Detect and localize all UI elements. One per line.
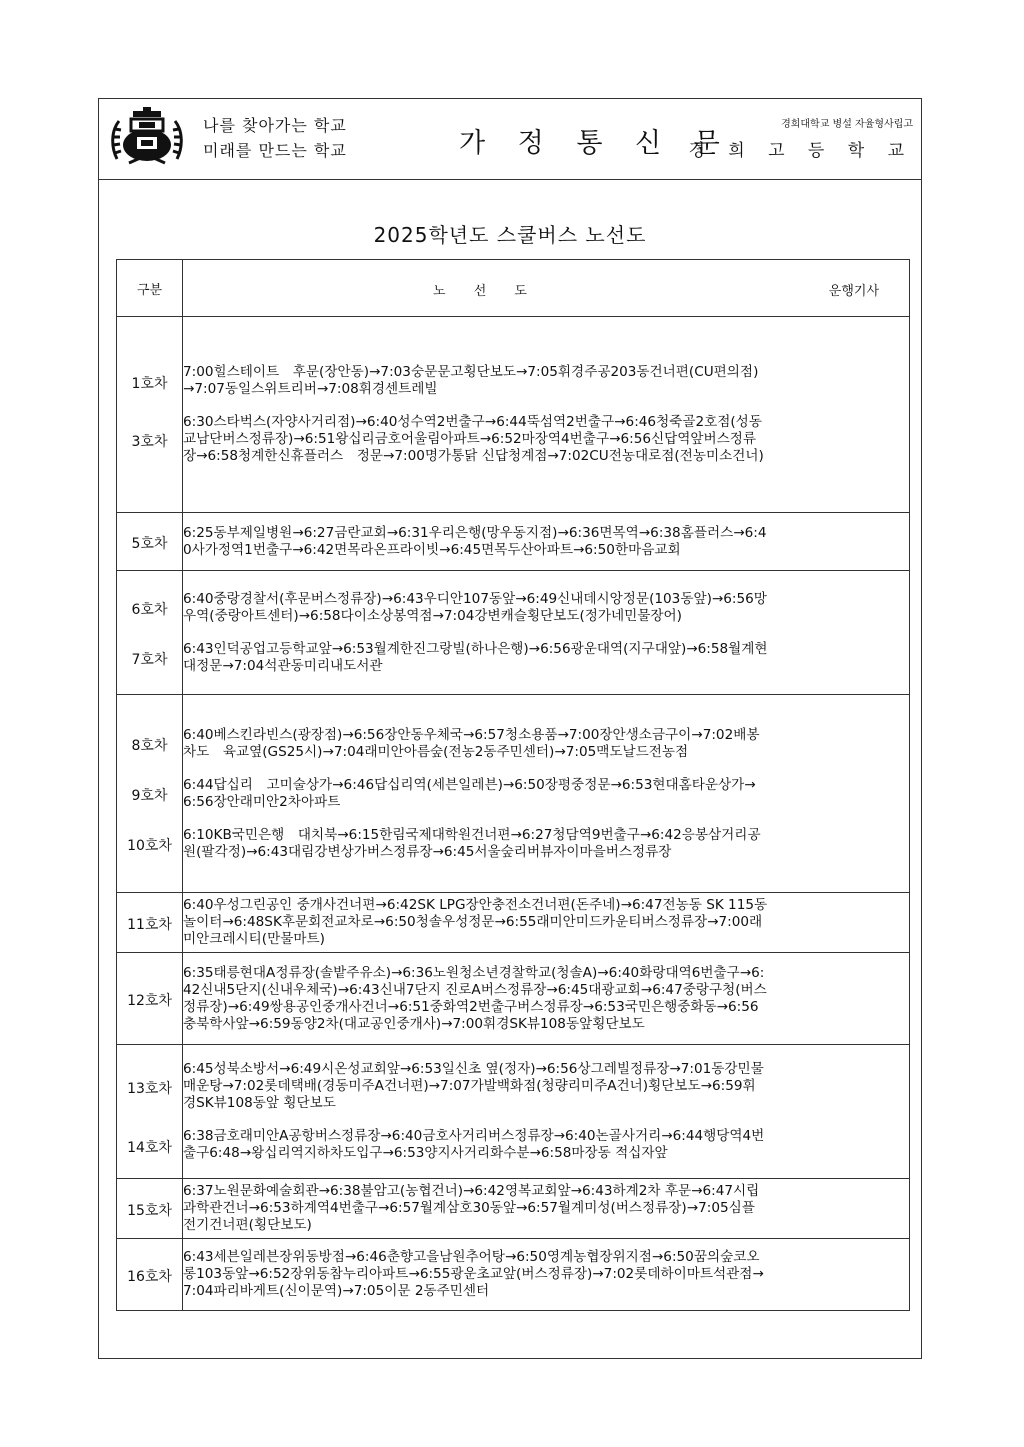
route-cell bbox=[183, 317, 910, 513]
route-segment: 6:40우성그린공인 중개사건너편→6:42SK LPG장안충전소건너편(돈주네)→6:47전농동 SK 115동 놀이터→6:48SK후문회전교차로→6:50청솔우성정문→6:55래미안미드카운티버스정류장→7:00래미안크레시티(만물마트) bbox=[183, 897, 768, 947]
bus-number-cell bbox=[117, 571, 183, 695]
bus-number: 13호차 bbox=[127, 1081, 172, 1097]
table-row bbox=[117, 953, 910, 1045]
header-route: 노 선 도 bbox=[433, 284, 539, 299]
route-text-block bbox=[183, 591, 768, 675]
route-text-block bbox=[183, 727, 768, 861]
route-cell bbox=[183, 953, 910, 1045]
route-segment: 6:37노원문화예술회관→6:38불암고(농협건너)→6:42영복교회앞→6:43하계2차 후문→6:47시립과학관건너→6:53하계역4번출구→6:57월계삼호30동앞→6:57월계미성(버스정류장)→7:05심플전기건너편(횡단보도) bbox=[183, 1183, 760, 1233]
bus-number-cell bbox=[117, 893, 183, 953]
bus-number-block bbox=[117, 1045, 182, 1178]
segment-spacer bbox=[183, 398, 768, 414]
bus-number-block bbox=[117, 513, 182, 570]
route-text-block bbox=[183, 525, 768, 559]
bus-number-cell bbox=[117, 513, 183, 571]
bus-number: 6호차 bbox=[131, 602, 168, 618]
route-cell bbox=[183, 1239, 910, 1311]
route-segment: 6:45성북소방서→6:49시온성교회앞→6:53일신초 옆(정자)→6:56상그레빌정류장→7:01동강민물매운탕→7:02롯데택배(경동미주A건너편)→7:07가발백화점(청량리미주A건너)횡단보도→6:59휘경SK뷰108동앞 횡단보도 bbox=[183, 1061, 764, 1111]
bus-number: 16호차 bbox=[127, 1269, 172, 1285]
document-frame bbox=[98, 98, 922, 1359]
route-segment: 6:40베스킨라빈스(광장점)→6:56장안동우체국→6:57청소용품→7:00장안생소금구이→7:02배봉차도 육교옆(GS25시)→7:04래미안아름숲(전농2동주민센터)→7:05맥도날드전농점 bbox=[183, 726, 760, 760]
table-row bbox=[117, 1179, 910, 1239]
bus-number: 11호차 bbox=[127, 917, 172, 933]
route-segment: 6:38금호래미안A공항버스정류장→6:40금호사거리버스정류장→6:40논골사거리→6:44행당역4번출구6:48→왕십리역지하차도입구→6:53양지사거리화수분→6:58마장동 적십자앞 bbox=[183, 1128, 765, 1161]
route-cell bbox=[183, 1179, 910, 1239]
newsletter-title: 가 정 통 신 문 bbox=[459, 128, 732, 159]
bus-number: 3호차 bbox=[131, 434, 168, 450]
route-rows bbox=[117, 317, 910, 1311]
bus-number-block bbox=[117, 317, 182, 512]
route-text-block bbox=[183, 1183, 768, 1234]
route-segment: 7:00힐스테이트 후문(장안동)→7:03숭문문고횡단보도→7:05휘경주공203동건너편(CU편의점)→7:07동일스위트리버→7:08휘경센트레빌 bbox=[183, 364, 759, 397]
bus-number: 15호차 bbox=[127, 1203, 172, 1219]
route-segment: 6:30스타벅스(자양사거리점)→6:40성수역2번출구→6:44뚝섬역2번출구→6:46청죽골2호점(성동교남단버스정류장)→6:51왕십리금호어울림아파트→6:52마장역4번출구→6:56신답역앞버스정류장→6:58청계한신휴플러스 정문→7:00명가통닭 신답청계점→7:02CU전농대로점(전농미소건너) bbox=[183, 414, 764, 464]
segment-spacer bbox=[183, 811, 768, 827]
segment-spacer bbox=[183, 1112, 768, 1128]
route-text-block bbox=[183, 965, 768, 1033]
table-row bbox=[117, 1239, 910, 1311]
table-row bbox=[117, 317, 910, 513]
route-cell bbox=[183, 571, 910, 695]
header-driver: 운행기사 bbox=[828, 284, 879, 299]
bus-number: 1호차 bbox=[131, 375, 168, 392]
bus-number: 10호차 bbox=[127, 838, 172, 854]
bus-number-cell bbox=[117, 317, 183, 513]
school-name: 경 희 고 등 학 교 bbox=[688, 141, 913, 161]
route-cell bbox=[183, 893, 910, 953]
bus-number-block bbox=[117, 953, 182, 1044]
header-route-driver bbox=[183, 260, 910, 317]
table-row bbox=[117, 695, 910, 893]
bus-number: 8호차 bbox=[131, 738, 168, 754]
school-emblem-icon bbox=[109, 107, 185, 171]
letter-header bbox=[99, 99, 921, 180]
route-segment: 6:43인덕공업고등학교앞→6:53월계한진그랑빌(하나은행)→6:56광운대역(지구대앞)→6:58월계현대정문→7:04석관동미리내도서관 bbox=[183, 640, 768, 674]
table-row bbox=[117, 1045, 910, 1179]
table-row bbox=[117, 513, 910, 571]
route-text-block bbox=[183, 1249, 768, 1300]
route-segment: 6:25동부제일병원→6:27금란교회→6:31우리은행(망우동지점)→6:36면목역→6:38홈플러스→6:40사가정역1번출구→6:42면목라온프라이빗→6:45면목두산아파트→6:50한마음교회 bbox=[183, 524, 767, 558]
bus-route-table bbox=[116, 259, 910, 1311]
bus-number: 7호차 bbox=[131, 652, 168, 668]
school-motto bbox=[203, 113, 347, 163]
route-cell bbox=[183, 695, 910, 893]
bus-number: 9호차 bbox=[131, 788, 168, 804]
school-affiliation: 경희대학교 병설 자율형사립고 bbox=[781, 119, 913, 130]
bus-number-cell bbox=[117, 1045, 183, 1179]
bus-number-cell bbox=[117, 1239, 183, 1311]
bus-number-cell bbox=[117, 695, 183, 893]
school-info bbox=[688, 115, 913, 161]
motto-line-1: 나를 찾아가는 학교 bbox=[203, 116, 347, 135]
route-text-block bbox=[183, 1061, 768, 1162]
table-header-row bbox=[117, 260, 910, 317]
bus-number-block bbox=[117, 1239, 182, 1310]
segment-spacer bbox=[183, 625, 768, 641]
header-bus: 구분 bbox=[117, 260, 183, 317]
bus-number: 5호차 bbox=[131, 536, 168, 552]
route-segment: 6:40중랑경찰서(후문버스정류장)→6:43우디안107동앞→6:49신내데시앙정문(103동앞)→6:56망우역(중랑아트센터)→6:58다이소상봉역점→7:04강변캐슬횡단보도(정가네민물장어) bbox=[183, 590, 767, 624]
bus-number-block bbox=[117, 695, 182, 892]
bus-number-cell bbox=[117, 1179, 183, 1239]
bus-number: 14호차 bbox=[127, 1139, 172, 1156]
document-title: 2025학년도 스쿨버스 노선도 bbox=[373, 223, 647, 247]
route-text-block bbox=[183, 364, 768, 465]
bus-number-block bbox=[117, 893, 182, 952]
route-segment: 6:35태릉현대A정류장(솔밭주유소)→6:36노원청소년경찰학교(청솔A)→6:40화랑대역6번출구→6:42신내5단지(신내우체국)→6:43신내7단지 진로A버스정류장→6:45대광교회→6:47중랑구청(버스정류장)→6:49쌍용공인중개사건너→6:51중화역2번출구버스정류장→6:53국민은행중화동→6:56충북학사앞→6:59동양2차(대교공인중개사)→7:00휘경SK뷰108동앞횡단보도 bbox=[183, 964, 767, 1032]
route-text-block bbox=[183, 897, 768, 948]
bus-number-block bbox=[117, 571, 182, 694]
table-row bbox=[117, 571, 910, 695]
segment-spacer bbox=[183, 761, 768, 777]
route-segment: 6:10KB국민은행 대치북→6:15한림국제대학원건너편→6:27청담역9번출구→6:42응봉삼거리공원(팔각정)→6:43대림강변상가버스정류장→6:45서울숲리버뷰자이마을버스정류장 bbox=[183, 826, 761, 860]
route-cell bbox=[183, 1045, 910, 1179]
route-segment: 6:43세븐일레븐장위동방점→6:46춘향고을남원추어탕→6:50영계농협장위지점→6:50꿈의숲코오롱103동앞→6:52장위동참누리아파트→6:55광운초교앞(버스정류장)→7:02롯데하이마트석관점→7:04파리바게트(신이문역)→7:05이문 2동주민센터 bbox=[183, 1249, 764, 1299]
route-cell bbox=[183, 513, 910, 571]
route-segment: 6:44답십리 고미술상가→6:46답십리역(세븐일레븐)→6:50장평중정문→6:53현대홈타운상가→6:56장안래미안2차아파트 bbox=[183, 776, 756, 810]
bus-number-cell bbox=[117, 953, 183, 1045]
bus-number-block bbox=[117, 1179, 182, 1238]
table-row bbox=[117, 893, 910, 953]
bus-number: 12호차 bbox=[127, 993, 172, 1009]
motto-line-2: 미래를 만드는 학교 bbox=[203, 141, 347, 160]
